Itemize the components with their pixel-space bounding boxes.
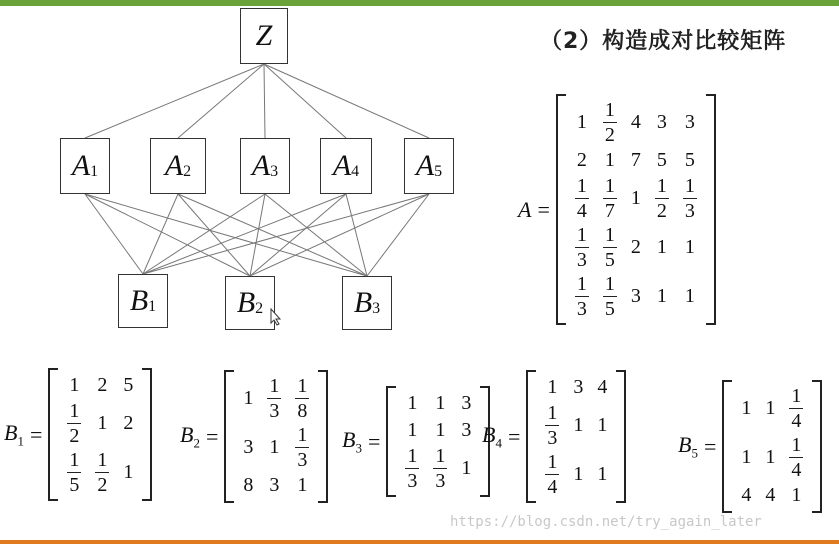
integer: 3: [269, 474, 280, 496]
integer: 1: [573, 414, 584, 436]
integer: 3: [243, 436, 254, 458]
matrix-cell: [648, 272, 676, 321]
matrix-name: A: [518, 196, 532, 222]
matrix-row: [236, 472, 316, 499]
matrix-cell: [676, 147, 704, 174]
matrix-cell: [676, 174, 704, 223]
matrix-cell: [538, 374, 566, 401]
integer: 1: [576, 111, 587, 133]
matrix-cell: [60, 399, 88, 448]
matrix-cell: [758, 384, 782, 433]
matrix-cell: [624, 223, 648, 272]
matrix-cell: [116, 448, 140, 497]
matrix-row: [398, 390, 478, 417]
integer: 1: [547, 376, 558, 398]
node-b1: B $_1$: [118, 274, 168, 328]
connector-a2-b2: [178, 194, 250, 276]
connector-a1-b1: [85, 194, 143, 274]
fraction: $\frac{1}{2}$: [69, 400, 80, 447]
matrix-brackets: [224, 370, 328, 503]
integer: 1: [97, 412, 108, 434]
matrix-cell: [566, 401, 590, 450]
node-a2: A $_2$: [150, 138, 206, 194]
integer: 1: [123, 461, 134, 483]
matrix-b3: [342, 386, 490, 497]
matrix-cell: [454, 444, 478, 493]
matrix-cell: [260, 423, 288, 472]
fraction: $\frac{1}{4}$: [547, 451, 558, 498]
connector-a5-b1: [143, 194, 429, 274]
fraction: $\frac{1}{3}$: [576, 273, 587, 320]
connector-a4-b2: [250, 194, 346, 276]
fraction: $\frac{1}{4}$: [576, 175, 587, 222]
matrix-cell: [566, 374, 590, 401]
fraction: $\frac{1}{8}$: [297, 375, 308, 422]
equals-sign: =: [537, 196, 550, 222]
matrix-cell: [566, 450, 590, 499]
matrix-brackets: [722, 380, 822, 513]
matrix-cell: [288, 472, 316, 499]
fraction: $\frac{1}{3}$: [435, 445, 446, 492]
fraction: $\frac{1}{5}$: [604, 273, 615, 320]
integer: 3: [573, 376, 584, 398]
connector-z-a4: [264, 64, 346, 138]
matrix-cell: [398, 390, 426, 417]
matrix-cell: [590, 450, 614, 499]
matrix-row: [568, 147, 704, 174]
integer: 3: [684, 111, 695, 133]
matrix-row: [568, 223, 704, 272]
matrix-row: [538, 401, 614, 450]
matrix-cell: [116, 399, 140, 448]
matrix-cell: [116, 372, 140, 399]
integer: 2: [97, 374, 108, 396]
fraction: $\frac{1}{2}$: [97, 449, 108, 496]
integer: 1: [243, 387, 254, 409]
integer: 1: [656, 285, 667, 307]
integer: 2: [576, 149, 587, 171]
connector-a3-b2: [250, 194, 265, 276]
matrix-b5: [678, 380, 822, 513]
matrix-cell: [236, 472, 260, 499]
integer: 1: [741, 446, 752, 468]
integer: 1: [741, 397, 752, 419]
connector-z-a3: [264, 64, 265, 138]
matrix-cell: [454, 390, 478, 417]
mouse-pointer-icon: [270, 308, 282, 331]
matrix-cell: [758, 482, 782, 509]
connector-a3-b1: [143, 194, 265, 274]
fraction: $\frac{1}{2}$: [604, 99, 615, 146]
fraction: $\frac{1}{3}$: [297, 424, 308, 471]
matrix-row: [734, 384, 810, 433]
integer: 8: [243, 474, 254, 496]
fraction: $\frac{1}{2}$: [656, 175, 667, 222]
equals-sign: =: [507, 423, 521, 449]
integer: 1: [573, 463, 584, 485]
matrix-cell: [454, 417, 478, 444]
matrix-cell: [568, 272, 596, 321]
matrix-cell: [288, 423, 316, 472]
integer: 5: [123, 374, 134, 396]
matrix-cell: [568, 98, 596, 147]
matrix-row: [734, 482, 810, 509]
integer: 1: [630, 187, 641, 209]
matrix-row: [538, 450, 614, 499]
fraction: $\frac{1}{4}$: [791, 385, 802, 432]
matrix-row: [538, 374, 614, 401]
matrix-cell: [596, 272, 624, 321]
matrix-cell: [426, 417, 454, 444]
matrix-name: $B_2$: [180, 421, 200, 451]
integer: 1: [435, 392, 446, 414]
node-a4: A $_4$: [320, 138, 372, 194]
matrix-row: [60, 399, 140, 448]
integer: 1: [269, 436, 280, 458]
node-a1: A $_1$: [60, 138, 110, 194]
equals-sign: =: [703, 433, 717, 459]
matrix-name: $B_1$: [4, 419, 24, 449]
matrix-cell: [568, 147, 596, 174]
page-heading: （2）构造成对比较矩阵: [540, 29, 787, 54]
matrix-cell: [782, 482, 810, 509]
matrix-cell: [398, 444, 426, 493]
fraction: $\frac{1}{3}$: [269, 375, 280, 422]
connector-z-a2: [178, 64, 264, 138]
integer: 1: [765, 397, 776, 419]
node-b2: B $_2$: [225, 276, 275, 330]
matrix-name: $B_4$: [482, 421, 502, 451]
matrix-cell: [88, 448, 116, 497]
matrix-row: [60, 448, 140, 497]
node-a3: A $_3$: [240, 138, 290, 194]
matrix-cell: [538, 401, 566, 450]
fraction: $\frac{1}{3}$: [576, 224, 587, 271]
fraction: $\frac{1}{3}$: [547, 402, 558, 449]
integer: 1: [684, 285, 695, 307]
matrix-cell: [648, 98, 676, 147]
fraction: $\frac{1}{7}$: [604, 175, 615, 222]
integer: 1: [656, 236, 667, 258]
matrix-cell: [398, 417, 426, 444]
bottom-accent-bar: [0, 540, 839, 544]
matrix-cell: [758, 433, 782, 482]
matrix-cell: [596, 223, 624, 272]
fraction: $\frac{1}{4}$: [791, 434, 802, 481]
matrix-name: $B_5$: [678, 431, 698, 461]
node-a5: A $_5$: [404, 138, 454, 194]
integer: 1: [597, 414, 608, 436]
connector-a4-b3: [346, 194, 367, 276]
integer: 7: [630, 149, 641, 171]
matrix-cell: [676, 272, 704, 321]
matrix-row: [60, 372, 140, 399]
integer: 3: [461, 419, 472, 441]
matrix-cell: [624, 98, 648, 147]
matrix-row: [398, 417, 478, 444]
equals-sign: =: [29, 421, 43, 447]
fraction: $\frac{1}{5}$: [604, 224, 615, 271]
integer: 2: [630, 236, 641, 258]
matrix-brackets: [386, 386, 490, 497]
matrix-cell: [426, 444, 454, 493]
integer: 1: [597, 463, 608, 485]
matrix-cell: [60, 448, 88, 497]
matrix-cell: [590, 374, 614, 401]
matrix-b1: [4, 368, 152, 501]
matrix-cell: [88, 372, 116, 399]
integer: 1: [69, 374, 80, 396]
matrix-cell: [426, 390, 454, 417]
equals-sign: =: [205, 423, 219, 449]
matrix-cell: [88, 399, 116, 448]
matrix-cell: [648, 223, 676, 272]
matrix-cell: [288, 374, 316, 423]
integer: 5: [656, 149, 667, 171]
matrix-cell: [782, 384, 810, 433]
node-z: Z: [240, 8, 288, 64]
matrix-b4: [482, 370, 626, 503]
matrix-brackets: [556, 94, 716, 325]
matrix-cell: [596, 147, 624, 174]
matrix-name: $B_3$: [342, 426, 362, 456]
integer: 1: [461, 457, 472, 479]
matrix-cell: [260, 374, 288, 423]
matrix-cell: [624, 147, 648, 174]
integer: 4: [741, 484, 752, 506]
node-b3: B $_3$: [342, 276, 392, 330]
matrix-row: [734, 433, 810, 482]
matrix-cell: [590, 401, 614, 450]
matrix-cell: [236, 374, 260, 423]
matrix-b2: [180, 370, 328, 503]
matrix-row: [236, 374, 316, 423]
matrix-cell: [260, 472, 288, 499]
fraction: $\frac{1}{3}$: [407, 445, 418, 492]
matrix-cell: [648, 174, 676, 223]
integer: 2: [123, 412, 134, 434]
matrix-row: [568, 174, 704, 223]
matrix-a: [518, 94, 716, 325]
integer: 4: [597, 376, 608, 398]
matrix-brackets: [48, 368, 152, 501]
matrix-cell: [568, 174, 596, 223]
matrix-cell: [734, 384, 758, 433]
connector-a5-b3: [367, 194, 429, 276]
connector-z-a5: [264, 64, 429, 138]
matrix-cell: [734, 433, 758, 482]
matrix-cell: [596, 174, 624, 223]
matrix-cell: [624, 174, 648, 223]
integer: 3: [461, 392, 472, 414]
matrix-cell: [568, 223, 596, 272]
integer: 1: [407, 419, 418, 441]
integer: 5: [684, 149, 695, 171]
integer: 1: [407, 392, 418, 414]
matrix-row: [568, 98, 704, 147]
matrix-brackets: [526, 370, 626, 503]
integer: 1: [791, 484, 802, 506]
integer: 4: [630, 111, 641, 133]
watermark: https://blog.csdn.net/try_again_later: [450, 514, 762, 530]
matrix-row: [236, 423, 316, 472]
integer: 1: [297, 474, 308, 496]
fraction: $\frac{1}{3}$: [684, 175, 695, 222]
matrix-cell: [596, 98, 624, 147]
integer: 1: [684, 236, 695, 258]
connector-z-a1: [85, 64, 264, 138]
integer: 3: [630, 285, 641, 307]
matrix-cell: [676, 98, 704, 147]
matrix-cell: [782, 433, 810, 482]
matrix-cell: [624, 272, 648, 321]
integer: 3: [656, 111, 667, 133]
matrix-cell: [734, 482, 758, 509]
integer: 4: [765, 484, 776, 506]
matrix-cell: [676, 223, 704, 272]
matrix-cell: [60, 372, 88, 399]
matrix-cell: [648, 147, 676, 174]
fraction: $\frac{1}{5}$: [69, 449, 80, 496]
matrix-cell: [236, 423, 260, 472]
integer: 1: [435, 419, 446, 441]
matrix-row: [568, 272, 704, 321]
equals-sign: =: [367, 428, 381, 454]
integer: 1: [604, 149, 615, 171]
matrix-cell: [538, 450, 566, 499]
integer: 1: [765, 446, 776, 468]
matrix-row: [398, 444, 478, 493]
